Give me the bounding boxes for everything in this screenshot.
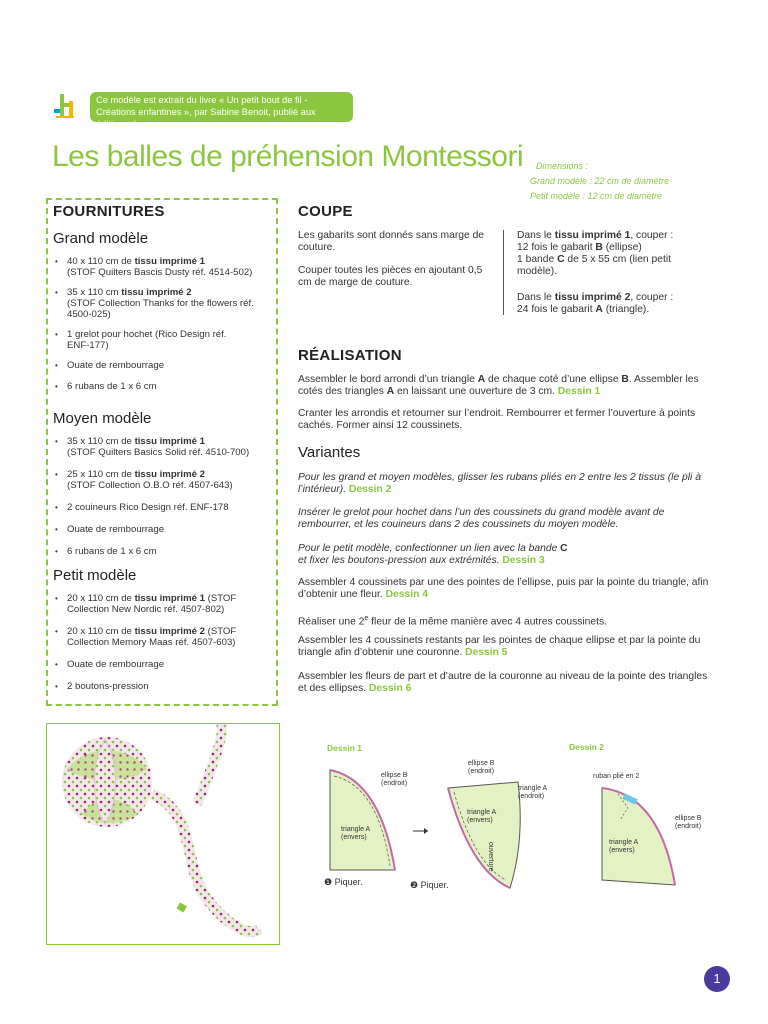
list-item: • 2 couineurs Rico Design réf. ENF-178: [53, 502, 268, 513]
variante-7: Assembler les fleurs de part et d’autre de la couronne au niveau de la pointe des triangles et des ellipses. Dessin 6: [298, 671, 708, 694]
d1b-side-label: ouverture: [487, 842, 494, 872]
book-excerpt-banner: [90, 92, 353, 129]
d1b-triangle-label: triangle A (envers): [467, 809, 497, 824]
variante-4: Assembler 4 coussinets par une des pointes de l’ellipse, puis par la pointe du triangle, afin d’obtenir une fleur. Dessin 4: [298, 577, 709, 600]
d1-triangle-label: triangle A (envers): [341, 826, 371, 841]
realisation-heading: RÉALISATION: [298, 347, 402, 364]
dimensions-grand: Grand modèle : 22 cm de diamètre: [530, 176, 670, 186]
list-item: • 35 x 110 cm de tissu imprimé 1 (STOF Quilters Basics Solid réf. 4510-700): [53, 436, 268, 458]
dessin-3-ref: Dessin 3: [502, 555, 545, 566]
d1-step-2: ❷ Piquer.: [410, 880, 449, 890]
moyen-modele-title: Moyen modèle: [53, 410, 152, 427]
petit-modele-list: [53, 593, 268, 692]
coupe-tissu-2: Dans le tissu imprimé 2, couper : 24 fois le gabarit A (triangle).: [517, 292, 674, 315]
d2-triangle-label: triangle A (envers): [609, 839, 639, 854]
page-number-badge: 1: [704, 966, 730, 992]
list-item: • 20 x 110 cm de tissu imprimé 1 (STOF Collection New Nordic réf. 4507-802): [53, 593, 268, 615]
grand-modele-list: [53, 256, 268, 392]
dessin-1-title: Dessin 1: [327, 743, 362, 753]
column-divider: [503, 230, 504, 315]
d1b-ellipse-label: ellipse B (endroit): [468, 760, 495, 775]
banner-text: Ce modèle est extrait du livre « Un petit bout de fil - Créations enfantines », par Sabine Benoit, publié aux éditions de saxe.: [96, 95, 316, 129]
page-title: Les balles de préhension Montessori: [52, 140, 524, 173]
d2-ellipse-label: ellipse B (endroit): [675, 815, 702, 830]
variante-5: Réaliser une 2e fleur de la même manière avec 4 autres coussinets.: [298, 615, 607, 628]
list-item: • Ouate de rembourrage: [53, 659, 268, 670]
list-item: • 1 grelot pour hochet (Rico Design réf. ENF-177): [53, 329, 242, 351]
variante-1: Pour les grand et moyen modèles, glisser les rubans pliés en 2 entre les 2 tissus (le pli à l’intérieur). Dessin 2: [298, 472, 701, 495]
publisher-logo: [52, 91, 86, 121]
list-item: • 20 x 110 cm de tissu imprimé 2 (STOF Collection Memory Maas réf. 4507-603): [53, 626, 268, 648]
fournitures-heading: FOURNITURES: [53, 203, 165, 220]
variante-2: Insérer le grelot pour hochet dans l’un des coussinets du grand modèle avant de rembourrer, et les couineurs dans 2 des coussinets du moyen modèle.: [298, 507, 665, 530]
variante-6: Assembler les 4 coussinets restants par les pointes de chaque ellipse et par la pointe du triangle afin d’obtenir une couronne. Dessin 5: [298, 635, 701, 658]
dessin-4-ref: Dessin 4: [385, 589, 428, 600]
d2-ruban-label: ruban plié en 2: [593, 773, 640, 780]
dimensions-petit: Petit modèle : 12 cm de diamètre: [530, 191, 663, 201]
dessin-2-ref: Dessin 2: [348, 484, 392, 495]
dimensions-label: Dimensions :: [536, 161, 589, 171]
d1-step-1: ❶ Piquer.: [324, 877, 363, 887]
list-item: • 6 rubans de 1 x 6 cm: [53, 381, 268, 392]
dessin-1-ref: Dessin 1: [557, 386, 601, 397]
dessin-6-ref: Dessin 6: [368, 683, 412, 694]
moyen-modele-list: [53, 436, 268, 557]
coupe-tissu-1: Dans le tissu imprimé 1, couper : 12 fois le gabarit B (ellipse) 1 bande C de 5 x 55 cm (lien petit modèle).: [517, 230, 674, 277]
list-item: • 35 x 110 cm tissu imprimé 2 (STOF Collection Thanks for the flowers réf. 4500-025): [53, 287, 268, 320]
variantes-heading: Variantes: [298, 444, 361, 461]
realisation-paragraph-1: Assembler le bord arrondi d’un triangle A de chaque coté d’une ellipse B. Assembler les cotés des triangles A en laissant une ouverture de 3 cm. Dessin 1: [298, 374, 699, 397]
coupe-paragraph-1: Les gabarits sont donnés sans marge de couture.: [298, 230, 485, 253]
realisation-paragraph-2: Cranter les arrondis et retourner sur l’endroit. Rembourrer et fermer l’ouverture à points cachés. Former ainsi 12 coussinets.: [298, 408, 696, 431]
list-item: • 40 x 110 cm de tissu imprimé 1 (STOF Quilters Bascis Dusty réf. 4514-502): [53, 256, 268, 278]
list-item: • Ouate de rembourrage: [53, 360, 268, 371]
dessin-2-title: Dessin 2: [569, 742, 604, 752]
variante-3: Pour le petit modèle, confectionner un lien avec la bande C et fixer les boutons-pression aux extrémités. Dessin 3: [298, 543, 568, 566]
d1-ellipse-label: ellipse B (endroit): [381, 772, 408, 787]
petit-modele-title: Petit modèle: [53, 567, 137, 584]
list-item: • 6 rubans de 1 x 6 cm: [53, 546, 268, 557]
list-item: • 25 x 110 cm de tissu imprimé 2 (STOF Collection O.B.O réf. 4507-643): [53, 469, 268, 491]
list-item: • Ouate de rembourrage: [53, 524, 268, 535]
grand-modele-title: Grand modèle: [53, 230, 149, 247]
d1b-triangle-right-label: triangle A (endroit): [518, 785, 548, 800]
coupe-paragraph-2: Couper toutes les pièces en ajoutant 0,5 cm de marge de couture.: [298, 265, 483, 288]
coupe-heading: COUPE: [298, 203, 353, 220]
product-photo: [46, 723, 280, 945]
list-item: • 2 boutons-pression: [53, 681, 268, 692]
dessin-5-ref: Dessin 5: [465, 647, 508, 658]
